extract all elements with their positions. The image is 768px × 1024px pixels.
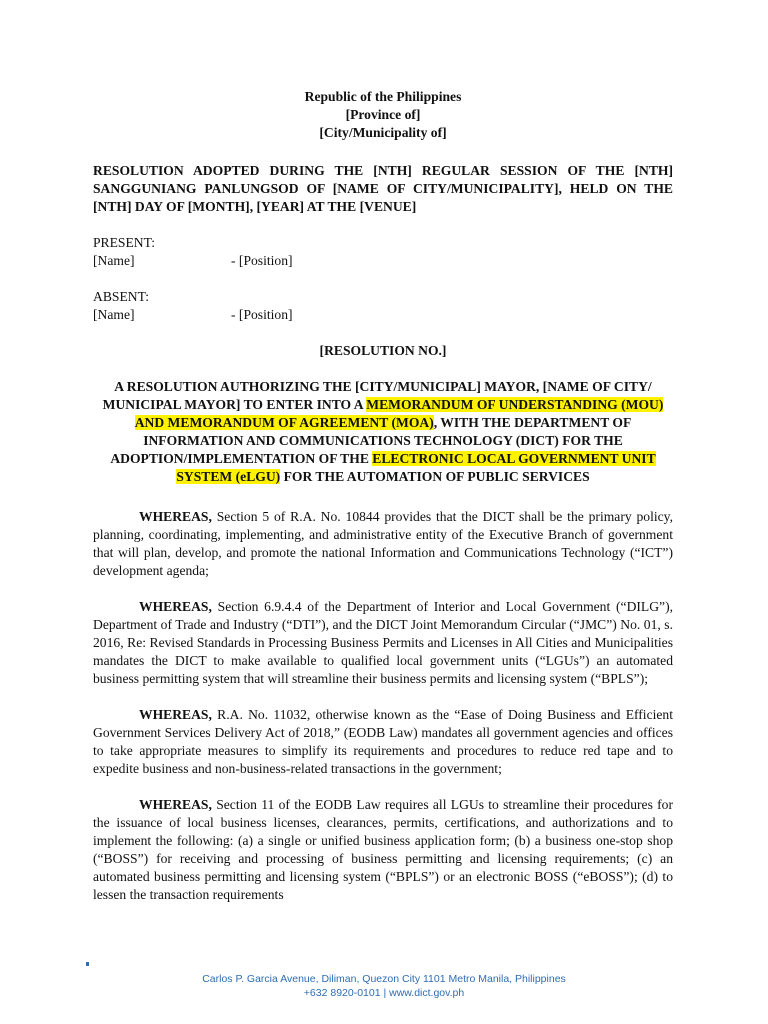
city-line: [City/Municipality of] xyxy=(319,125,447,140)
highlight-mou-moa: MEMORANDUM OF UNDERSTANDING (MOU) AND MEMORANDUM OF AGREEMENT (MOA) xyxy=(134,397,664,430)
whereas-lead: WHEREAS, xyxy=(139,707,212,722)
present-position: - [Position] xyxy=(231,253,293,268)
present-row xyxy=(93,252,673,270)
whereas-text: Section 6.9.4.4 of the Department of Interior and Local Government (“DILG”), Department of Trade and Industry (“DTI”), and the DICT Joint Memorandum Circular (“JMC”) No. 01, s. 2016, Re: Revised Standards in Processing Business Permits and Licenses in All Cities and Municipalities mandates the DICT to make available to qualified local government units (“LGUs”) an automated business permitting system that will streamline their business permits and licensing system (“BPLS”); xyxy=(93,599,673,686)
absent-name: [Name] xyxy=(93,307,135,322)
resolution-title xyxy=(93,378,673,486)
whereas-paragraph xyxy=(93,508,673,580)
present-name: [Name] xyxy=(93,253,135,268)
absent-row xyxy=(93,306,673,324)
whereas-paragraph xyxy=(93,796,673,904)
whereas-text: Section 11 of the EODB Law requires all LGUs to streamline their procedures for the issuance of local business licenses, clearances, permits, certifications, and authorizations and to implement the following: (a) a single or unified business application form; (b) a business one-stop shop (“BOSS”) for receiving and processing of business permitting and licensing requirements; (c) an automated business permitting and licensing system (“BPLS”) or an electronic BOSS (“eBOSS”); (d) to lessen the transaction requirements xyxy=(93,797,673,902)
resolution-number: [RESOLUTION NO.] xyxy=(319,343,447,358)
whereas-paragraph xyxy=(93,706,673,778)
whereas-lead: WHEREAS, xyxy=(139,797,212,812)
whereas-lead: WHEREAS, xyxy=(139,509,212,524)
footer-contact: +632 8920-0101 | www.dict.gov.ph xyxy=(303,987,465,999)
highlight-elgu: ELECTRONIC LOCAL GOVERNMENT UNIT SYSTEM (eLGU) xyxy=(176,451,656,484)
resolution-title-part2: , WITH THE DEPARTMENT OF INFORMATION AND COMMUNICATIONS TECHNOLOGY (DICT) FOR THE ADOPTION/IMPLEMENTATION OF THE xyxy=(110,415,632,466)
present-label: PRESENT: xyxy=(93,235,156,250)
absent-position: - [Position] xyxy=(231,307,293,322)
letterhead xyxy=(93,88,673,142)
resolution-title-part1: A RESOLUTION AUTHORIZING THE [CITY/MUNICIPAL] MAYOR, [NAME OF CITY/ MUNICIPAL MAYOR] TO ENTER INTO A xyxy=(102,379,652,412)
footer xyxy=(0,972,768,1000)
whereas-text: R.A. No. 11032, otherwise known as the “Ease of Doing Business and Efficient Government Services Delivery Act of 2018,” (EODB Law) mandates all government agencies and offices to take appropriate measures to simplify its requirements and procedures to reduce red tape and to expedite business and non-business-related transactions in the government; xyxy=(93,707,673,776)
document-body xyxy=(93,88,673,904)
whereas-text: Section 5 of R.A. No. 10844 provides that the DICT shall be the primary policy, planning, coordinating, implementing, and administrative entity of the Executive Branch of government that will plan, develop, and promote the national Information and Communications Technology (“ICT”) development agenda; xyxy=(93,509,673,578)
footer-address: Carlos P. Garcia Avenue, Diliman, Quezon City 1101 Metro Manila, Philippines xyxy=(202,973,566,985)
session-title: RESOLUTION ADOPTED DURING THE [NTH] REGULAR SESSION OF THE [NTH] SANGGUNIANG PANLUNGSOD OF [NAME OF CITY/MUNICIPALITY], HELD ON THE [NTH] DAY OF [MONTH], [YEAR] AT THE [VENUE] xyxy=(93,163,673,214)
republic-line: Republic of the Philippines xyxy=(304,89,462,104)
resolution-title-part3: FOR THE AUTOMATION OF PUBLIC SERVICES xyxy=(280,469,590,484)
whereas-lead: WHEREAS, xyxy=(139,599,212,614)
whereas-paragraph xyxy=(93,598,673,688)
province-line: [Province of] xyxy=(345,107,421,122)
footer-marker xyxy=(86,962,89,966)
absent-label: ABSENT: xyxy=(93,289,149,304)
